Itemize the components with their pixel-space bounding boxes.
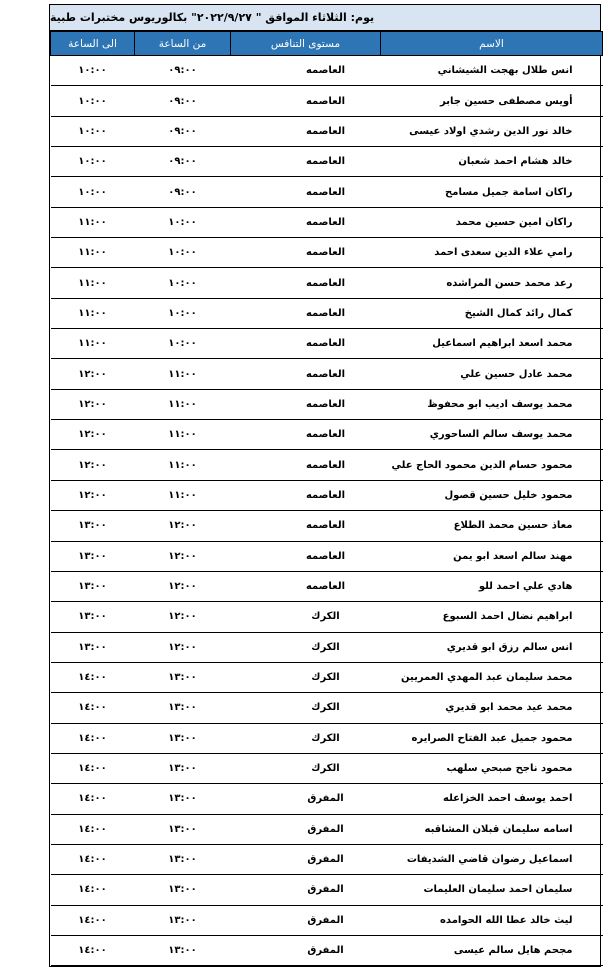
table-row <box>51 329 603 359</box>
cell-level: الكرك <box>231 693 381 723</box>
column-header-from: من الساعة <box>135 32 231 56</box>
cell-from-time: ١٢:٠٠ <box>135 632 231 662</box>
column-header-to: الى الساعة <box>51 32 135 56</box>
cell-from-time: ١٢:٠٠ <box>135 571 231 601</box>
cell-from-time: ٠٩:٠٠ <box>135 116 231 146</box>
cell-name: سليمان احمد سليمان العليمات <box>381 875 603 905</box>
table-row <box>51 844 603 874</box>
cell-to-time: ١٤:٠٠ <box>51 844 135 874</box>
cell-name: خالد نور الدين رشدي اولاد عيسى <box>381 116 603 146</box>
cell-level: العاصمه <box>231 56 381 86</box>
cell-from-time: ١٣:٠٠ <box>135 844 231 874</box>
table-row <box>51 875 603 905</box>
cell-from-time: ١٢:٠٠ <box>135 602 231 632</box>
table-row <box>51 177 603 207</box>
cell-level: العاصمه <box>231 298 381 328</box>
cell-from-time: ١٠:٠٠ <box>135 298 231 328</box>
cell-name: محمود خليل حسين قصول <box>381 480 603 510</box>
schedule-title: يوم: الثلاثاء الموافق " ٢٠٢٢/٩/٢٧" بكالوريوس مختبرات طبية <box>50 11 375 24</box>
table-row <box>51 298 603 328</box>
table-row <box>51 905 603 935</box>
cell-to-time: ١٠:٠٠ <box>51 147 135 177</box>
cell-from-time: ١٣:٠٠ <box>135 784 231 814</box>
cell-name: محمود جميل عبد الفتاح الصرايره <box>381 723 603 753</box>
cell-name: راكان امين حسين محمد <box>381 207 603 237</box>
cell-level: الكرك <box>231 602 381 632</box>
cell-to-time: ١٤:٠٠ <box>51 693 135 723</box>
cell-name: رامي علاء الدين سعدى احمد <box>381 238 603 268</box>
cell-to-time: ١٤:٠٠ <box>51 662 135 692</box>
cell-name: محمود حسام الدين محمود الحاج علي <box>381 450 603 480</box>
cell-from-time: ١٣:٠٠ <box>135 875 231 905</box>
cell-name: ليث خالد عطا الله الحوامده <box>381 905 603 935</box>
cell-level: الكرك <box>231 662 381 692</box>
cell-name: مهند سالم اسعد ابو يمن <box>381 541 603 571</box>
schedule-table <box>50 31 603 966</box>
cell-to-time: ١٣:٠٠ <box>51 541 135 571</box>
table-row <box>51 935 603 965</box>
cell-level: العاصمه <box>231 389 381 419</box>
cell-to-time: ١٢:٠٠ <box>51 480 135 510</box>
cell-level: المفرق <box>231 784 381 814</box>
cell-from-time: ١٣:٠٠ <box>135 814 231 844</box>
cell-from-time: ٠٩:٠٠ <box>135 56 231 86</box>
cell-to-time: ١٠:٠٠ <box>51 56 135 86</box>
cell-name: كمال رائد كمال الشيخ <box>381 298 603 328</box>
cell-from-time: ١٠:٠٠ <box>135 268 231 298</box>
cell-to-time: ١٢:٠٠ <box>51 359 135 389</box>
table-row <box>51 541 603 571</box>
cell-from-time: ١٣:٠٠ <box>135 693 231 723</box>
cell-from-time: ٠٩:٠٠ <box>135 147 231 177</box>
table-row <box>51 56 603 86</box>
cell-from-time: ١٢:٠٠ <box>135 511 231 541</box>
cell-name: محمد اسعد ابراهيم اسماعيل <box>381 329 603 359</box>
cell-to-time: ١١:٠٠ <box>51 298 135 328</box>
cell-from-time: ١٣:٠٠ <box>135 723 231 753</box>
cell-from-time: ١٠:٠٠ <box>135 329 231 359</box>
cell-from-time: ١٣:٠٠ <box>135 662 231 692</box>
cell-to-time: ١٤:٠٠ <box>51 905 135 935</box>
cell-from-time: ١١:٠٠ <box>135 359 231 389</box>
schedule-title-bar <box>50 5 600 31</box>
cell-to-time: ١١:٠٠ <box>51 329 135 359</box>
cell-name: محمد يوسف اديب ابو محفوظ <box>381 389 603 419</box>
cell-to-time: ١١:٠٠ <box>51 238 135 268</box>
cell-name: انس سالم رزق ابو قديري <box>381 632 603 662</box>
cell-name: أويس مصطفى حسين جابر <box>381 86 603 116</box>
table-row <box>51 723 603 753</box>
cell-from-time: ١٣:٠٠ <box>135 753 231 783</box>
cell-to-time: ١٤:٠٠ <box>51 753 135 783</box>
cell-level: العاصمه <box>231 480 381 510</box>
cell-to-time: ١٢:٠٠ <box>51 450 135 480</box>
table-row <box>51 662 603 692</box>
cell-level: العاصمه <box>231 541 381 571</box>
cell-to-time: ١٤:٠٠ <box>51 723 135 753</box>
cell-level: الكرك <box>231 723 381 753</box>
cell-name: اسامه سليمان قبلان المشاقبه <box>381 814 603 844</box>
table-row <box>51 147 603 177</box>
table-row <box>51 511 603 541</box>
cell-to-time: ١٤:٠٠ <box>51 935 135 965</box>
cell-level: المفرق <box>231 875 381 905</box>
cell-to-time: ١٠:٠٠ <box>51 116 135 146</box>
cell-level: العاصمه <box>231 420 381 450</box>
cell-from-time: ١٠:٠٠ <box>135 238 231 268</box>
cell-from-time: ١٠:٠٠ <box>135 207 231 237</box>
table-row <box>51 784 603 814</box>
table-row <box>51 268 603 298</box>
cell-to-time: ١٤:٠٠ <box>51 875 135 905</box>
cell-name: هادي علي احمد للو <box>381 571 603 601</box>
table-row <box>51 86 603 116</box>
cell-to-time: ١٢:٠٠ <box>51 389 135 419</box>
cell-name: محمود ناجح صبحي سلهب <box>381 753 603 783</box>
cell-to-time: ١٤:٠٠ <box>51 814 135 844</box>
table-row <box>51 207 603 237</box>
cell-name: راكان اسامة جميل مسامح <box>381 177 603 207</box>
cell-level: المفرق <box>231 935 381 965</box>
table-row <box>51 116 603 146</box>
cell-name: رعد محمد حسن المراشده <box>381 268 603 298</box>
table-body <box>51 56 603 966</box>
cell-from-time: ١١:٠٠ <box>135 480 231 510</box>
cell-level: العاصمه <box>231 511 381 541</box>
table-row <box>51 814 603 844</box>
table-row <box>51 571 603 601</box>
cell-level: المفرق <box>231 844 381 874</box>
cell-name: خالد هشام احمد شعبان <box>381 147 603 177</box>
cell-name: محمد سليمان عبد المهدي العمريين <box>381 662 603 692</box>
cell-from-time: ١٢:٠٠ <box>135 541 231 571</box>
schedule-sheet <box>49 4 601 967</box>
column-header-name: الاسم <box>381 32 603 56</box>
cell-to-time: ١٤:٠٠ <box>51 784 135 814</box>
table-row <box>51 420 603 450</box>
cell-level: المفرق <box>231 814 381 844</box>
table-row <box>51 450 603 480</box>
cell-level: العاصمه <box>231 86 381 116</box>
table-row <box>51 753 603 783</box>
cell-to-time: ١١:٠٠ <box>51 268 135 298</box>
cell-level: المفرق <box>231 905 381 935</box>
cell-name: ابراهيم نضال احمد السبوع <box>381 602 603 632</box>
cell-to-time: ١٠:٠٠ <box>51 86 135 116</box>
cell-name: محمد عيد محمد ابو قديري <box>381 693 603 723</box>
table-row <box>51 480 603 510</box>
cell-from-time: ١٣:٠٠ <box>135 905 231 935</box>
cell-name: انس طلال بهجت الشيشاني <box>381 56 603 86</box>
cell-name: محمد عادل حسين علي <box>381 359 603 389</box>
cell-level: الكرك <box>231 632 381 662</box>
cell-to-time: ١٣:٠٠ <box>51 632 135 662</box>
table-row <box>51 389 603 419</box>
cell-level: العاصمه <box>231 238 381 268</box>
column-header-level: مستوى التنافس <box>231 32 381 56</box>
cell-to-time: ١١:٠٠ <box>51 207 135 237</box>
cell-from-time: ٠٩:٠٠ <box>135 86 231 116</box>
cell-from-time: ١١:٠٠ <box>135 420 231 450</box>
table-row <box>51 602 603 632</box>
table-header <box>51 32 603 56</box>
cell-level: العاصمه <box>231 450 381 480</box>
cell-level: العاصمه <box>231 359 381 389</box>
cell-level: العاصمه <box>231 268 381 298</box>
cell-to-time: ١٠:٠٠ <box>51 177 135 207</box>
cell-level: العاصمه <box>231 147 381 177</box>
cell-to-time: ١٢:٠٠ <box>51 420 135 450</box>
cell-to-time: ١٣:٠٠ <box>51 602 135 632</box>
cell-to-time: ١٣:٠٠ <box>51 511 135 541</box>
header-row <box>51 32 603 56</box>
table-row <box>51 632 603 662</box>
cell-level: العاصمه <box>231 571 381 601</box>
cell-to-time: ١٣:٠٠ <box>51 571 135 601</box>
cell-level: العاصمه <box>231 207 381 237</box>
table-row <box>51 238 603 268</box>
cell-name: اسماعيل رضوان قاضي الشديفات <box>381 844 603 874</box>
cell-name: محمد يوسف سالم الساحوري <box>381 420 603 450</box>
cell-name: معاذ حسين محمد الطلاع <box>381 511 603 541</box>
cell-from-time: ١١:٠٠ <box>135 450 231 480</box>
cell-level: العاصمه <box>231 329 381 359</box>
cell-level: العاصمه <box>231 116 381 146</box>
table-row <box>51 359 603 389</box>
cell-from-time: ١٣:٠٠ <box>135 935 231 965</box>
cell-level: العاصمه <box>231 177 381 207</box>
cell-from-time: ١١:٠٠ <box>135 389 231 419</box>
table-row <box>51 693 603 723</box>
cell-name: مجحم هايل سالم عيسى <box>381 935 603 965</box>
cell-level: الكرك <box>231 753 381 783</box>
cell-name: احمد يوسف احمد الخزاعله <box>381 784 603 814</box>
cell-from-time: ٠٩:٠٠ <box>135 177 231 207</box>
